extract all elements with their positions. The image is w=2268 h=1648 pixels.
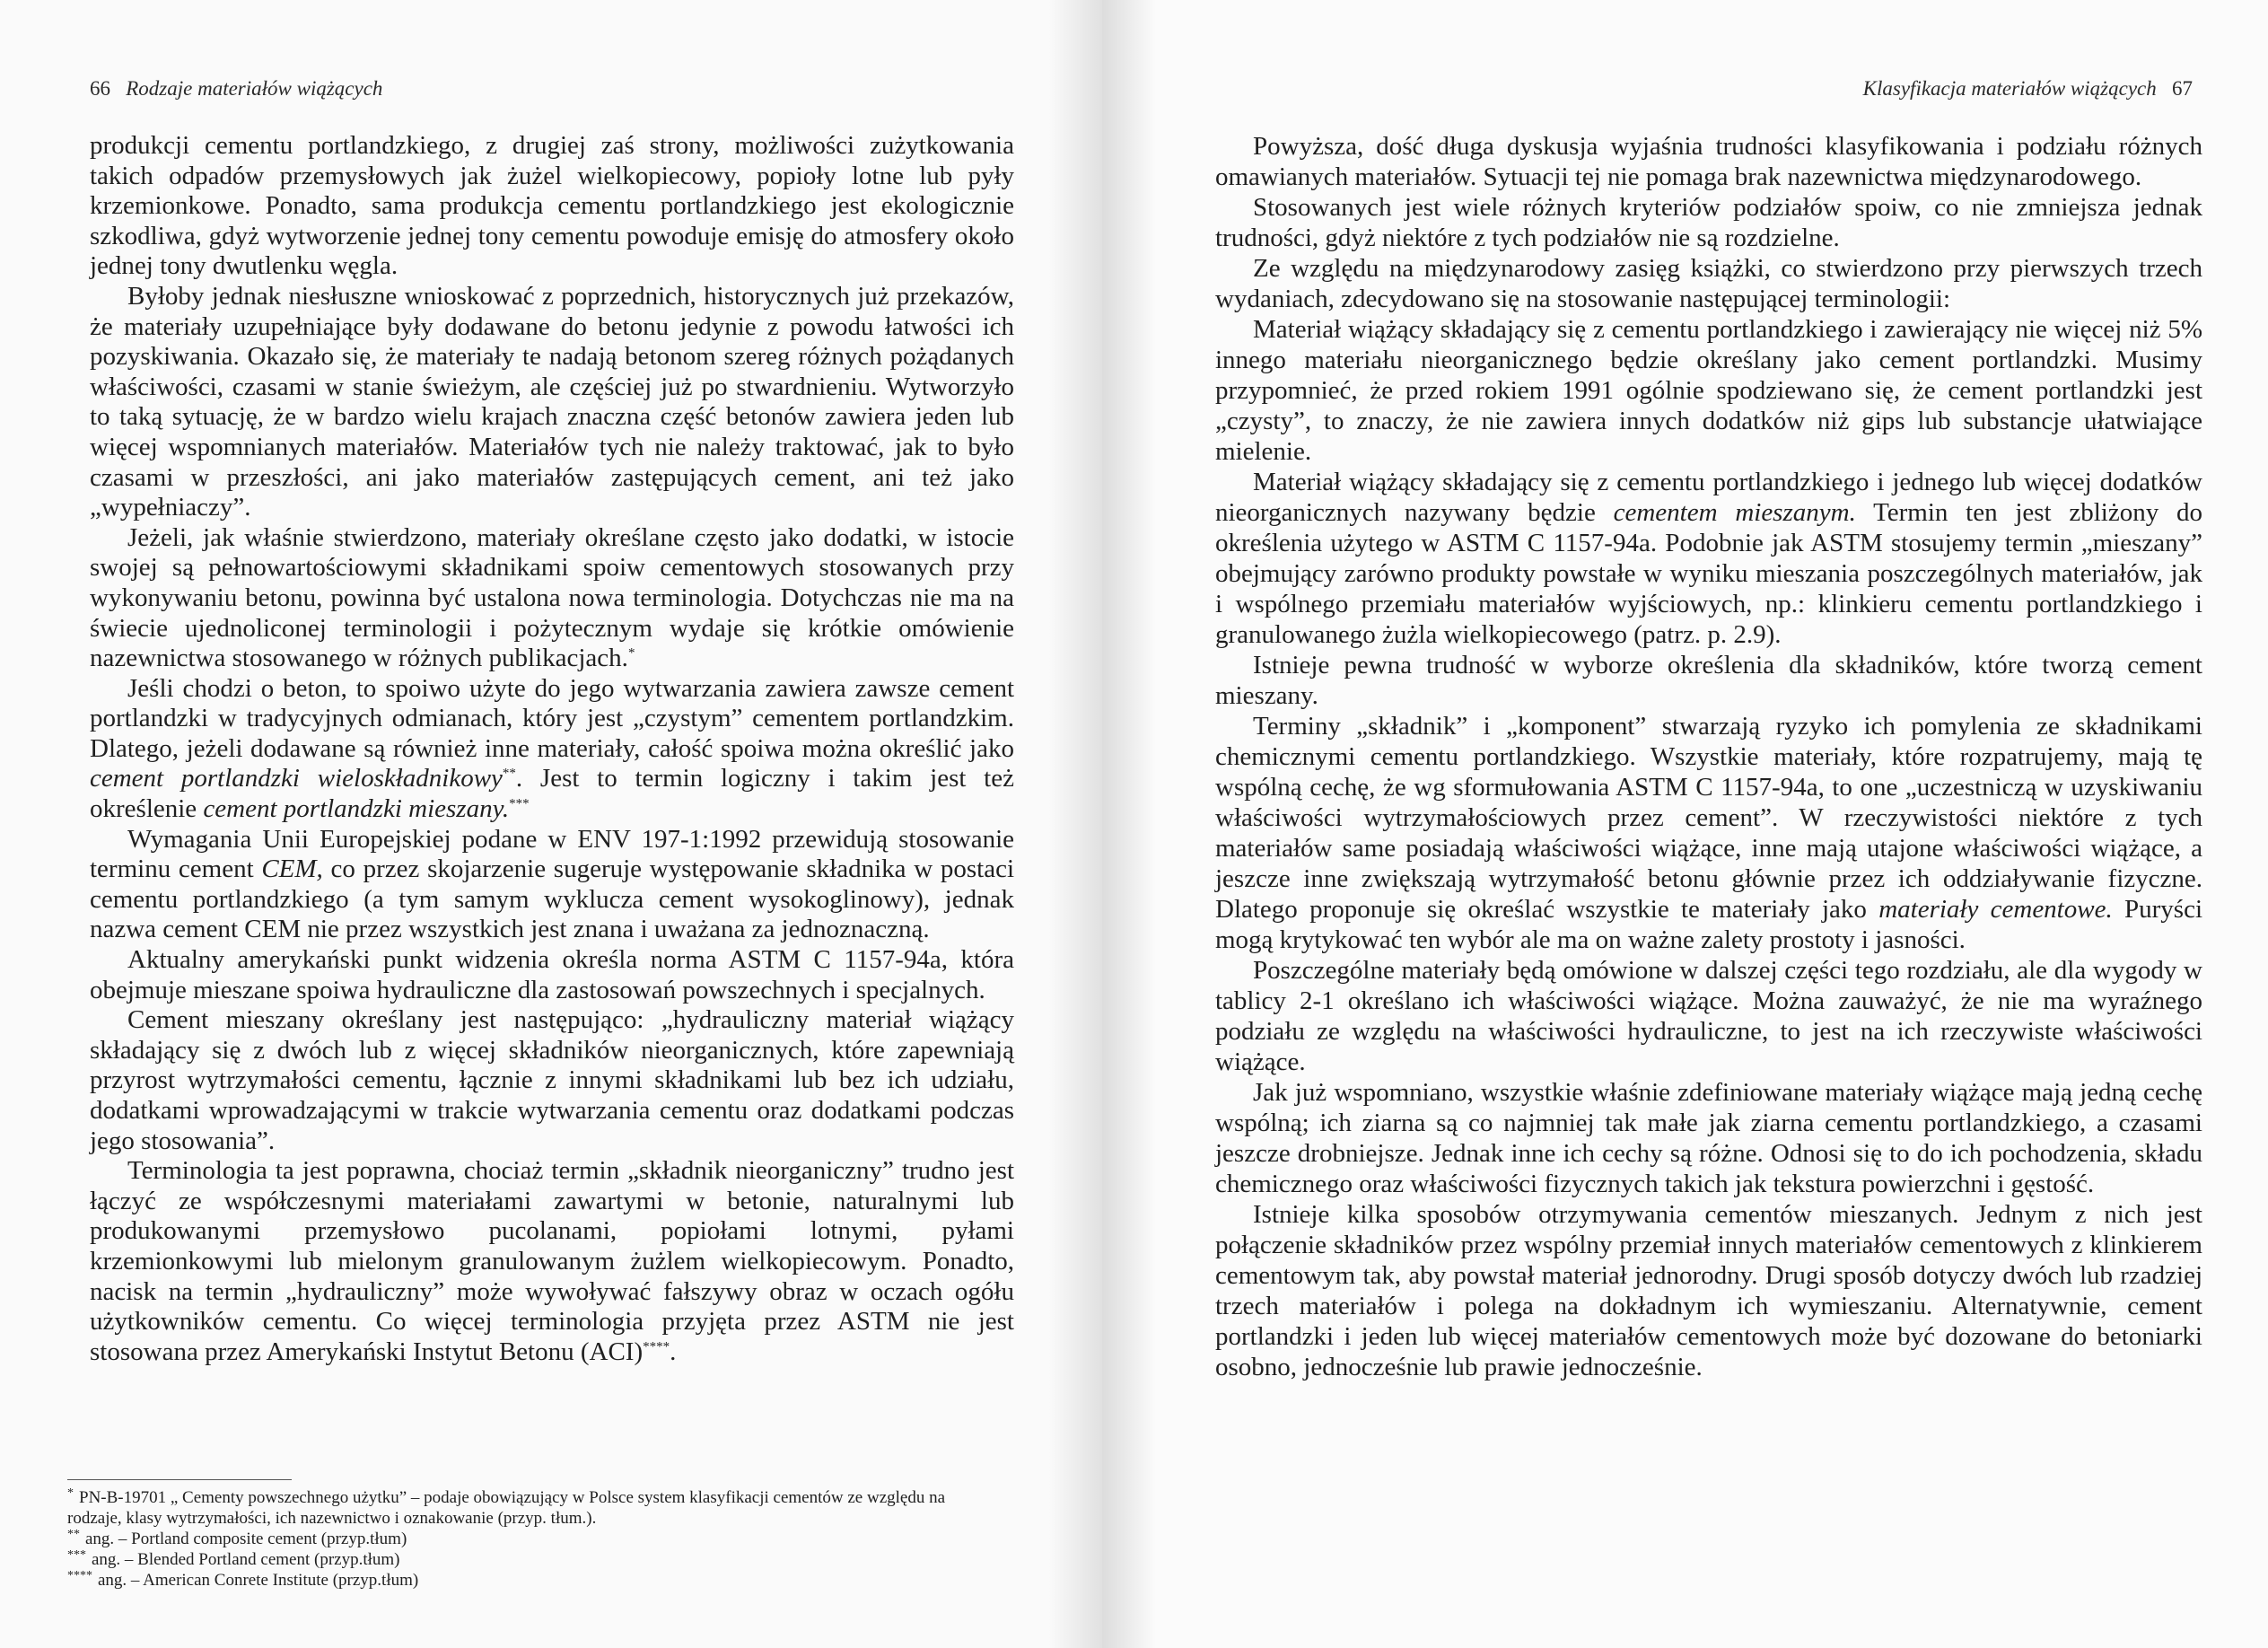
emphasized-term: cementem mieszanym. — [1613, 498, 1856, 527]
running-head-title: Rodzaje materiałów wiążących — [126, 77, 383, 100]
gutter-shadow — [1102, 0, 1156, 1648]
paragraph: Poszczególne materiały będą omówione w dalszej części tego rozdziału, ale dla wygody w tablicy 2-1 określano ich właściwości wiążące. Można zauważyć, że nie ma wyraźnego podziału ze względu na właściwości hydrauliczne, to jest na ich rzeczywiste właściwości wiążące. — [1215, 956, 2202, 1076]
paragraph: Istnieje kilka sposobów otrzymywania cementów mieszanych. Jednym z nich jest połączenie składników przez wspólny przemiał innych materiałów cementowych z klinkierem cementowym tak, aby powstał materiał jednorodny. Drugi sposób dotyczy dwóch lub rzadziej trzech materiałów i polega na dokładnym ich wymieszaniu. Alternatywnie, cement portlandzki i jeden lub więcej materiałów cementowych może być dozowane do betoniarki osobno, jednocześnie lub prawie jednocześnie. — [1215, 1200, 2202, 1381]
gutter-shadow — [1048, 0, 1102, 1648]
paragraph: Istnieje pewna trudność w wyborze określenia dla składników, które tworzą cement mieszany. — [1215, 651, 2202, 710]
body-text — [1215, 131, 2202, 1382]
running-header — [1863, 77, 2193, 101]
paragraph: produkcji cementu portlandzkiego, z drugiej zaś strony, możliwości zużytkowania takich odpadów przemysłowych jak żużel wielkopiecowy, popioły lotne lub pyły krzemionkowe. Ponadto, sama produkcja cementu portlandzkiego jest ekologicznie szkodliwa, gdyż wytworzenie jednej tony cementu powoduje emisję do atmosfery około jednej tony dwutlenku węgla. — [90, 131, 1014, 281]
emphasized-term: CEM, — [261, 855, 323, 884]
footnote-ref: * — [627, 645, 635, 661]
paragraph: Terminy „składnik” i „komponent” stwarzają ryzyko ich pomylenia ze składnikami chemicznymi cementu portlandzkiego. Wszystkie materiały, które rozpatrujemy, mają tę wspólną cechę, że wg sformułowania ASTM C 1157-94a, to one „uczestniczą w uzyskiwaniu właściwości wytrzymałościowych przez cement”. W rzeczywistości niektóre z tych materiałów same posiadają właściwości wiążące, inne mają utajone właściwości wiążące, a jeszcze inne zwiększają wytrzymałość betonu głównie przez ich oddziaływanie fizyczne. Dlatego proponuje się określać wszystkie te materiały jako materiały cementowe. Puryści mogą krytykować ten wybór ale ma on ważne zalety prostoty i jasności. — [1215, 712, 2202, 954]
footnote-ref: *** — [509, 796, 530, 811]
footnote-ref: ** — [502, 766, 516, 781]
footnote: *** ang. – Blended Portland cement (przyp.tłum) — [67, 1547, 400, 1569]
emphasized-term: cement portlandzki mieszany. — [203, 794, 510, 824]
paragraph: Jak już wspomniano, wszystkie właśnie zdefiniowane materiały wiążące mają jedną cechę wspólną; ich ziarna są co najmniej tak małe jak ziarna cementu portlandzkiego, a czasami jeszcze drobniejsze. Jednak inne ich cechy są różne. Odnosi się to do ich pochodzenia, składu chemicznego oraz właściwości fizycznych takich jak tekstura powierzchni i gęstość. — [1215, 1078, 2202, 1198]
footnote-rule — [67, 1479, 292, 1480]
left-page — [0, 0, 1102, 1648]
page-number: 67 — [2172, 77, 2193, 100]
paragraph: Aktualny amerykański punkt widzenia określa norma ASTM C 1157-94a, która obejmuje mieszane spoiwa hydrauliczne dla zastosowań powszechnych i specjalnych. — [90, 945, 1014, 1004]
paragraph: Powyższa, dość długa dyskusja wyjaśnia trudności klasyfikowania i podziału różnych omawianych materiałów. Sytuacji tej nie pomaga brak nazewnictwa międzynarodowego. — [1215, 132, 2202, 191]
paragraph: Byłoby jednak niesłuszne wnioskować z poprzednich, historycznych już przekazów, że materiały uzupełniające były dodawane do betonu jedynie z powodu łatwości ich pozyskiwania. Okazało się, że materiały te nadają betonom szereg różnych pożądanych właściwości, czasami w stanie świeżym, ale częściej już po stwardnieniu. Wytworzyło to taką sytuację, że w bardzo wielu krajach znaczna część betonów zawiera jeden lub więcej wspomnianych materiałów. Materiałów tych nie należy traktować, jak to było czasami w przeszłości, ani jako materiałów zastępujących cement, ani też jako „wypełniaczy”. — [90, 281, 1014, 522]
footnotes — [67, 1479, 1001, 1591]
emphasized-term: cement portlandzki wieloskładnikowy — [90, 764, 503, 793]
footnote: **** ang. – American Conrete Institute (przyp.tłum) — [67, 1568, 419, 1590]
paragraph: Materiał wiążący składający się z cementu portlandzkiego i jednego lub więcej dodatków nieorganicznych nazywany będzie cementem mieszanym. Termin ten jest zbliżony do określenia użytego w ASTM C 1157-94a. Podobnie jak ASTM stosujemy termin „mieszany” obejmujący zarówno produkty powstałe w wyniku mieszania poszczególnych materiałów, jak i wspólnego przemiału materiałów wyjściowych, np.: klinkieru cementu portlandzkiego i granulowanego żużla wielkopiecowego (patrz. p. 2.9). — [1215, 468, 2202, 649]
right-page — [1102, 0, 2268, 1648]
page-number: 66 — [90, 77, 110, 100]
emphasized-term: materiały cementowe. — [1878, 895, 2113, 924]
paragraph: Terminologia ta jest poprawna, chociaż termin „składnik nieorganiczny” trudno jest łączyć ze współczesnymi materiałami zawartymi w betonie, naturalnymi lub produkowanymi przemysłowo pucolanami, popiołami lotnymi, pyłami krzemionkowymi lub mielonym granulowanym żużlem wielkopiecowym. Ponadto, nacisk na termin „hydrauliczny” może wywoływać fałszywy obraz w oczach ogółu użytkowników cementu. Co więcej terminologia przyjęta przez ASTM nie jest stosowana przez Amerykański Instytut Betonu (ACI)****. — [90, 1156, 1014, 1366]
paragraph: Jeżeli, jak właśnie stwierdzono, materiały określane często jako dodatki, w istocie swojej są pełnowartościowymi składnikami spoiw cementowych stosowanych przy wykonywaniu betonu, powinna być ustalona nowa terminologia. Dotychczas nie ma na świecie ujednoliconej terminologii i pożytecznym wydaje się krótkie omówienie nazewnictwa stosowanego w różnych publikacjach.* — [90, 522, 1014, 673]
paragraph: Materiał wiążący składający się z cementu portlandzkiego i zawierający nie więcej niż 5% innego materiału nieorganicznego będzie określany jako cement portlandzki. Musimy przypomnieć, że przed rokiem 1991 ogólnie spodziewano się, że cement portlandzki jest „czysty”, to znaczy, że nie zawiera innych dodatków niż gips lub substancje ułatwiające mielenie. — [1215, 315, 2202, 466]
paragraph: Stosowanych jest wiele różnych kryteriów podziałów spoiw, co nie zmniejsza jednak trudności, gdyż niektóre z tych podziałów nie są rozdzielne. — [1215, 193, 2202, 252]
body-text — [90, 131, 1014, 1367]
running-header — [90, 77, 382, 101]
paragraph: Jeśli chodzi o beton, to spoiwo użyte do jego wytwarzania zawiera zawsze cement portlandzki w tradycyjnych odmianach, który jest „czystym” cementem portlandzkim. Dlatego, jeżeli dodawane są również inne materiały, całość spoiwa można określić jako cement portlandzki wieloskładnikowy**. Jest to termin logiczny i takim jest też określenie cement portlandzki mieszany.*** — [90, 673, 1014, 824]
running-head-title: Klasyfikacja materiałów wiążących — [1862, 77, 2157, 100]
footnote: ** ang. – Portland composite cement (przyp.tłum) — [67, 1527, 407, 1548]
footnote: * PN-B-19701 „ Cementy powszechnego użytku” – podaje obowiązujący w Polsce system klasyfikacji cementów ze względu na rodzaje, klasy wytrzymałości, ich nazewnictwo i oznakowanie (przyp. tłum.). — [67, 1486, 946, 1528]
paragraph: Ze względu na międzynarodowy zasięg książki, co stwierdzono przy pierwszych trzech wydaniach, zdecydowano się na stosowanie następującej terminologii: — [1215, 254, 2202, 313]
footnote-ref: **** — [643, 1339, 670, 1354]
paragraph: Cement mieszany określany jest następująco: „hydrauliczny materiał wiążący składający się z dwóch lub z więcej składników nieorganicznych, które zapewniają przyrost wytrzymałości cementu, łącznie z innymi składnikami lub bez ich udziału, dodatkami wprowadzającymi w trakcie wytwarzania cementu oraz dodatkami podczas jego stosowania”. — [90, 1005, 1014, 1155]
paragraph: Wymagania Unii Europejskiej podane w ENV 197-1:1992 przewidują stosowanie terminu cement CEM, co przez skojarzenie sugeruje występowanie składnika w postaci cementu portlandzkiego (a tym samym wyklucza cement wysokoglinowy), jednak nazwa cement CEM nie przez wszystkich jest znana i uważana za jednoznaczną. — [90, 824, 1014, 944]
